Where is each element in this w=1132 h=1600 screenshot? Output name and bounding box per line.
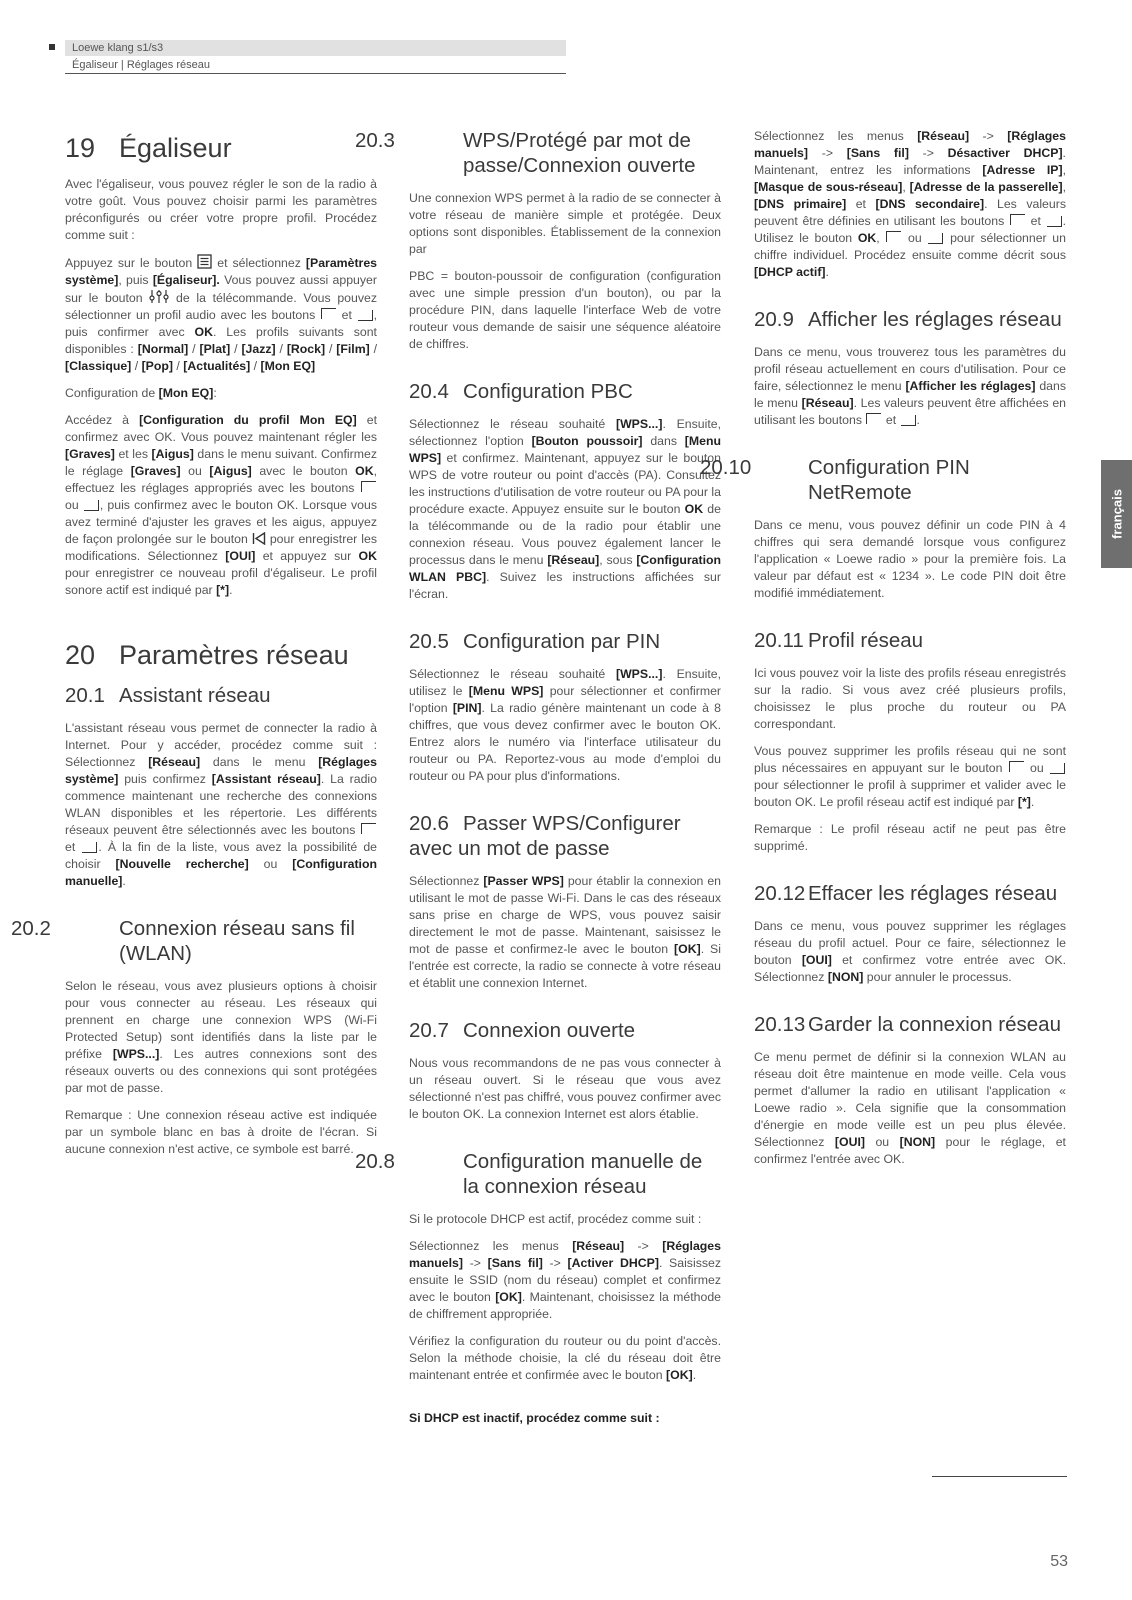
s20-11-body-2: Vous pouvez supprimer les profils réseau qui ne sont plus nécessaires en appuyant sur le bouton ou pour sélectionner le profil à supprimer et valider avec le bouton OK. Le profil réseau actif est indiqué par [*].	[754, 744, 1066, 809]
s20-8-dhcp-active: Si le protocole DHCP est actif, procédez comme suit :	[409, 1212, 702, 1226]
s20-5-body: Sélectionnez le réseau souhaité [WPS...]. Ensuite, utilisez le [Menu WPS] pour sélectionner et confirmer l'option [PIN]. La radio génère maintenant un code à 8 chiffres, que vous devez confirmer avec le bouton OK. Entrez alors le numéro via l'interface utilisateur du routeur ou PA. Reportez-vous au mode d'emploi du routeur ou PA pour plus d'informations.	[409, 667, 722, 783]
up-button-icon	[1009, 761, 1024, 772]
s20-13-body: Ce menu permet de définir si la connexion WLAN au réseau doit être maintenue en mode veille. Cela vous permet d'allumer la radio en utilisant l'application « Loewe radio ». Cela signifie que la consommation d'énergie en mode veille est un peu plus élevée. Sélectionnez [OUI] ou [NON] pour le réglage, et confirmez l'entrée avec OK.	[754, 1050, 1066, 1166]
section-19-heading: 19 Égaliseur	[65, 133, 232, 163]
menu-list-icon	[197, 254, 212, 269]
footer-rule	[932, 1476, 1067, 1477]
up-button-icon	[866, 413, 881, 424]
section-20-13-heading: 20.13 Garder la connexion réseau	[754, 1013, 1061, 1036]
language-tab-label: français	[1109, 489, 1124, 539]
s19-my-eq-instructions: Accédez à [Configuration du profil Mon EQ] et confirmez avec OK. Vous pouvez maintenant régler les [Graves] et les [Aigus] dans le menu suivant. Confirmez le réglage [Graves] ou [Aigus] avec le bouton OK, effectuez les réglages appropriés avec les boutons ou , puis confirmez avec le bouton OK. Lorsque vous avez terminé d'ajuster les graves et les aigus, appuyez de façon prolongée sur le bouton pour enregistrer les modifications. Sélectionnez [OUI] et appuyez sur OK pour enregistrer ce nouveau profil d'égaliseur. Le profil sonore actif est indiqué par [*].	[65, 413, 378, 597]
section-20-7-heading: 20.7 Connexion ouverte	[409, 1019, 636, 1042]
section-20-8-heading: 20.8 Configuration manuelle de la connexion réseau	[355, 1150, 703, 1198]
section-20-4-heading: 20.4 Configuration PBC	[409, 380, 633, 403]
up-button-icon	[886, 231, 901, 242]
back-arrow-icon	[252, 532, 266, 545]
column-3	[700, 128, 1067, 1178]
up-button-icon	[361, 481, 376, 492]
page-number: 53	[1050, 1553, 1068, 1570]
s20-12-body: Dans ce menu, vous pouvez supprimer les réglages réseau du profil actuel. Pour ce faire, sélectionnez le bouton [OUI] et confirmez votre entrée avec OK. Sélectionnez [NON] pour annuler le processus.	[754, 919, 1066, 984]
s20-6-body: Sélectionnez [Passer WPS] pour établir la connexion en utilisant le mot de passe Wi-Fi. Dans le cas des réseaux sans prise en charge de WPS, vous pouvez saisir directement le mot de passe. Maintenant, saisissez le mot de passe et confirmez-le avec le bouton [OK]. Si l'entrée est correcte, la radio se connecte à votre réseau et établit une connexion Internet.	[409, 874, 721, 990]
section-20-12-heading: 20.12 Effacer les réglages réseau	[754, 882, 1058, 905]
s20-3-body-1: Une connexion WPS permet à la radio de se connecter à votre réseau de manière simple et protégée. Deux options sont disponibles. Établissement de la connexion par	[409, 191, 721, 256]
s20-2-body: Selon le réseau, vous avez plusieurs options à choisir pour vous connecter au réseau. Les réseaux qui prennent en charge une connexion WPS (Wi-Fi Protected Setup) sont identifiés dans la liste par le préfixe [WPS...]. Les autres connexions sont des réseaux ouverts ou des connexions qui sont protégées par mot de passe.	[65, 979, 377, 1095]
down-button-icon	[1047, 216, 1062, 227]
s20-7-body: Nous vous recommandons de ne pas vous connecter à un réseau ouvert. Si le réseau que vous avez sélectionné n'est pas chiffré, vous pouvez confirmer avec le bouton OK. La connexion Internet est alors établie.	[409, 1056, 721, 1121]
column-1	[11, 128, 378, 1168]
up-button-icon	[1010, 214, 1025, 225]
s20-2-note: Remarque : Une connexion réseau active est indiquée par un symbole blanc en bas à droite de l'écran. Si aucune connexion n'est active, ce symbole est barré.	[65, 1108, 377, 1156]
s19-my-eq-label: Configuration de [Mon EQ]:	[65, 386, 217, 400]
section-20-3-heading: 20.3 WPS/Protégé par mot de passe/Connexion ouverte	[355, 129, 696, 177]
section-20-2-heading: 20.2 Connexion réseau sans fil (WLAN)	[11, 917, 355, 965]
down-button-icon	[901, 415, 916, 426]
section-20-heading: 20 Paramètres réseau	[65, 640, 349, 670]
s20-8-manual-body: Sélectionnez les menus [Réseau] -> [Réglages manuels] -> [Sans fil] -> Désactiver DHCP]. Maintenant, entrez les informations [Adresse IP], [Masque de sous-réseau], [Adresse de la passerelle], [DNS primaire] et [DNS secondaire]. Les valeurs peuvent être définies en utilisant les boutons et . Utilisez le bouton OK, ou pour sélectionner un chiffre individuel. Procédez ensuite comme décrit sous [DHCP actif].	[754, 129, 1067, 279]
s20-1-body: L'assistant réseau vous permet de connecter la radio à Internet. Pour y accéder, procédez comme suit : Sélectionnez [Réseau] dans le menu [Réglages système] puis confirmez [Assistant réseau]. La radio commence maintenant une recherche des connexions WLAN disponibles et les répertorie. Les différents réseaux peuvent être sélectionnés avec les boutons et . À la fin de la liste, vous avez la possibilité de choisir [Nouvelle recherche] ou [Configuration manuelle].	[65, 721, 377, 888]
section-20-1-heading: 20.1 Assistant réseau	[65, 684, 271, 707]
down-button-icon	[84, 500, 99, 511]
down-button-icon	[82, 842, 97, 853]
s20-3-body-2: PBC = bouton-poussoir de configuration (configuration avec une simple pression d'un bouton), ou par la procédure PIN, dans laquelle l'interface Web de votre routeur vous demande de saisir une séquence aléatoire de chiffres.	[409, 269, 721, 351]
s20-8-verify: Vérifiez la configuration du routeur ou du point d'accès. Selon la méthode choisie, la clé du réseau doit être maintenant entrée et confirmée avec le bouton [OK].	[409, 1334, 721, 1382]
header-bullet	[49, 44, 55, 50]
section-20-10-heading: 20.10 Configuration PIN NetRemote	[700, 456, 970, 504]
section-20-5-heading: 20.5 Configuration par PIN	[409, 630, 661, 653]
equalizer-icon	[149, 289, 169, 304]
s20-9-body: Dans ce menu, vous trouverez tous les paramètres du profil réseau actuellement en cours d'utilisation. Pour ce faire, sélectionnez le menu [Afficher les réglages] dans le menu [Réseau]. Les valeurs peuvent être affichées en utilisant les boutons et .	[754, 345, 1066, 427]
section-20-9-heading: 20.9 Afficher les réglages réseau	[754, 308, 1062, 331]
s20-8-dhcp-inactive: Si DHCP est inactif, procédez comme suit :	[409, 1411, 660, 1425]
up-button-icon	[361, 823, 376, 834]
s19-intro: Avec l'égaliseur, vous pouvez régler le son de la radio à votre goût. Vous pouvez choisir parmi les paramètres préconfigurés ou créer votre propre profil. Procédez comme suit :	[65, 177, 377, 242]
down-button-icon	[928, 233, 943, 244]
s19-instructions: Appuyez sur le bouton et sélectionnez [Paramètres système], puis [Égaliseur]. Vous pouvez aussi appuyer sur le bouton de la télécommande. Vous pouvez sélectionner un profil audio avec les boutons et , puis confirmer avec OK. Les profils suivants sont disponibles : [Normal] / [Plat] / [Jazz] / [Rock] / [Film] / [Classique] / [Pop] / [Actualités] / [Mon EQ]	[65, 256, 378, 373]
header-product: Loewe klang s1/s3	[65, 40, 566, 56]
down-button-icon	[1050, 763, 1065, 774]
s20-11-note: Remarque : Le profil réseau actif ne peut pas être supprimé.	[754, 822, 1066, 853]
s20-8-body: Sélectionnez les menus [Réseau] -> [Réglages manuels] -> [Sans fil] -> [Activer DHCP]. Saisissez ensuite le SSID (nom du réseau) complet et confirmez avec le bouton [OK]. Maintenant, choisissez la méthode de chiffrement appropriée.	[409, 1239, 721, 1321]
s20-4-body: Sélectionnez le réseau souhaité [WPS...]. Ensuite, sélectionnez l'option [Bouton poussoir] dans [Menu WPS] et confirmez. Maintenant, appuyez sur le bouton WPS de votre routeur ou point d'accès (PA). Consultez les instructions d'utilisation de votre routeur ou PA pour la procédure exacte. Appuyez ensuite sur le bouton OK de la télécommande ou de la radio pour établir une connexion réseau. Vous pouvez également lancer le processus dans le menu [Réseau], sous [Configuration WLAN PBC]. Suivez les instructions affichées sur l'écran.	[409, 417, 722, 601]
column-2	[355, 128, 722, 1437]
s20-10-body: Dans ce menu, vous pouvez définir un code PIN à 4 chiffres qui sera demandé lorsque vous configurez l'application « Loewe radio » pour la première fois. La valeur par défaut est « 1234 ». Le code PIN doit être modifié immédiatement.	[754, 518, 1066, 600]
s20-11-body-1: Ici vous pouvez voir la liste des profils réseau enregistrés sur la radio. Si vous avez créé plusieurs profils, choisissez le plus proche du routeur ou PA correspondant.	[754, 666, 1066, 731]
down-button-icon	[358, 310, 373, 321]
up-button-icon	[321, 308, 336, 319]
section-20-6-heading: 20.6 Passer WPS/Configurer avec un mot de passe	[409, 812, 681, 860]
language-tab	[1101, 460, 1132, 568]
header-breadcrumb: Égaliseur | Réglages réseau	[65, 57, 566, 74]
section-20-11-heading: 20.11 Profil réseau	[754, 629, 924, 652]
